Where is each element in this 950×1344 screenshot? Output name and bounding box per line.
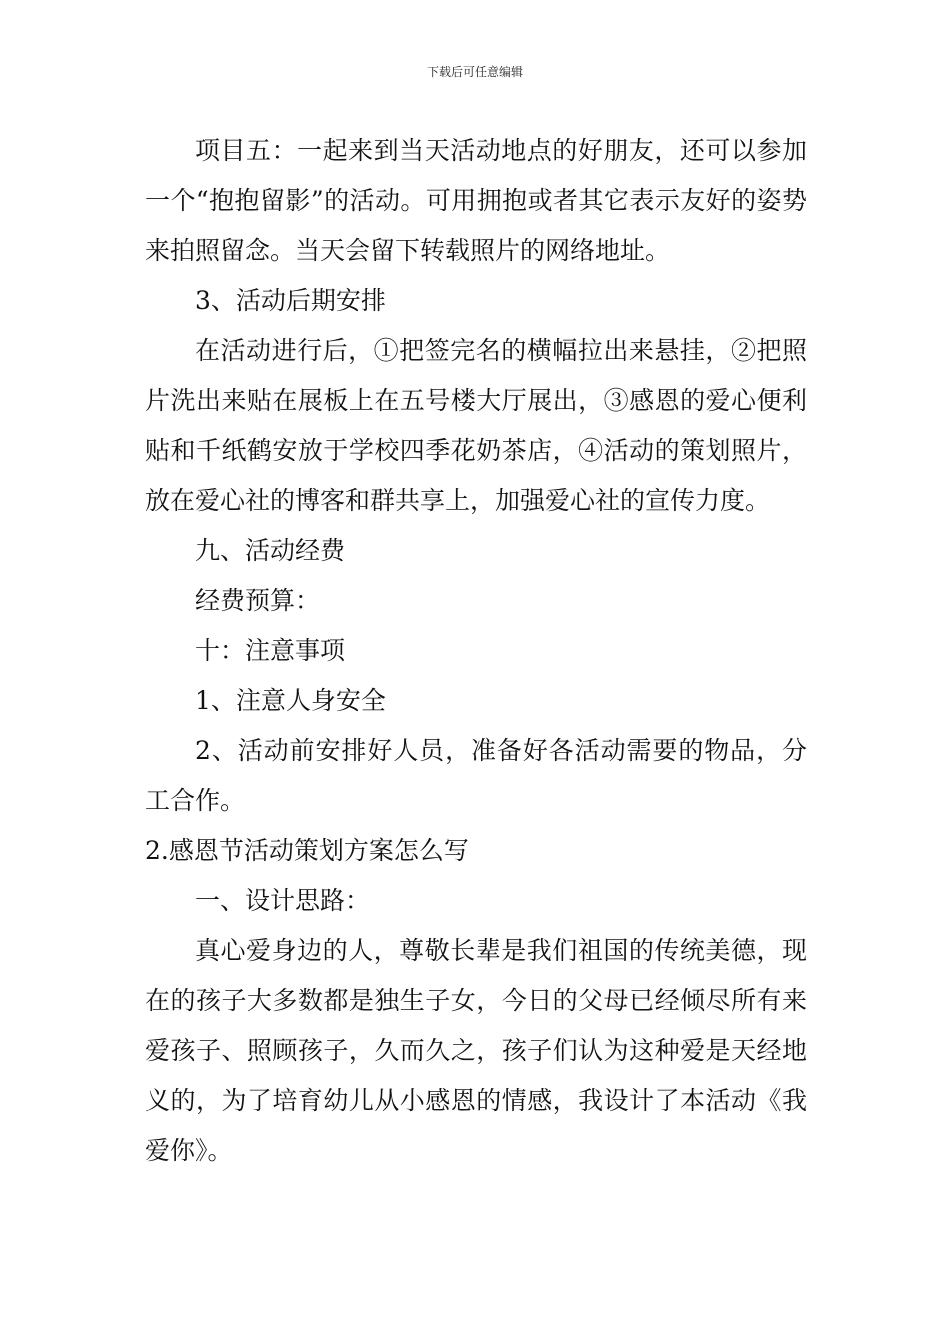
page-header-note: 下载后可任意编辑	[426, 65, 523, 79]
paragraph-design-details: 真心爱身边的人，尊敬长辈是我们祖国的传统美德，现在的孩子大多数都是独生子女，今日的父母已经倾尽所有来爱孩子、照顾孩子，久而久之，孩子们认为这种爱是天经地义的，为了培育幼儿从小感恩的情感，我设计了本活动《我爱你》。	[145, 936, 807, 1165]
paragraph-budget-estimate: 经费预算：	[195, 586, 321, 615]
document-body	[145, 126, 807, 1176]
paragraph-note-safety: 1、注意人身安全	[195, 686, 386, 715]
paragraph-notes-heading: 十：注意事项	[195, 636, 346, 665]
paragraph-design-heading: 一、设计思路：	[195, 886, 371, 915]
section-title: 2.感恩节活动策划方案怎么写	[145, 836, 469, 865]
paragraph-post-activity-heading: 3、活动后期安排	[195, 286, 386, 315]
paragraph-budget-heading: 九、活动经费	[195, 536, 346, 565]
paragraph-project-five: 项目五：一起来到当天活动地点的好朋友，还可以参加一个“抱抱留影”的活动。可用拥抱或者其它表示友好的姿势来拍照留念。当天会留下转载照片的网络地址。	[145, 136, 807, 265]
paragraph-post-activity-details: 在活动进行后，①把签完名的横幅拉出来悬挂，②把照片洗出来贴在展板上在五号楼大厅展出，③感恩的爱心便利贴和千纸鹤安放于学校四季花奶茶店，④活动的策划照片，放在爱心社的博客和群共享上，加强爱心社的宣传力度。	[145, 336, 807, 515]
paragraph-note-preparation: 2、活动前安排好人员，准备好各活动需要的物品，分工合作。	[145, 736, 807, 815]
